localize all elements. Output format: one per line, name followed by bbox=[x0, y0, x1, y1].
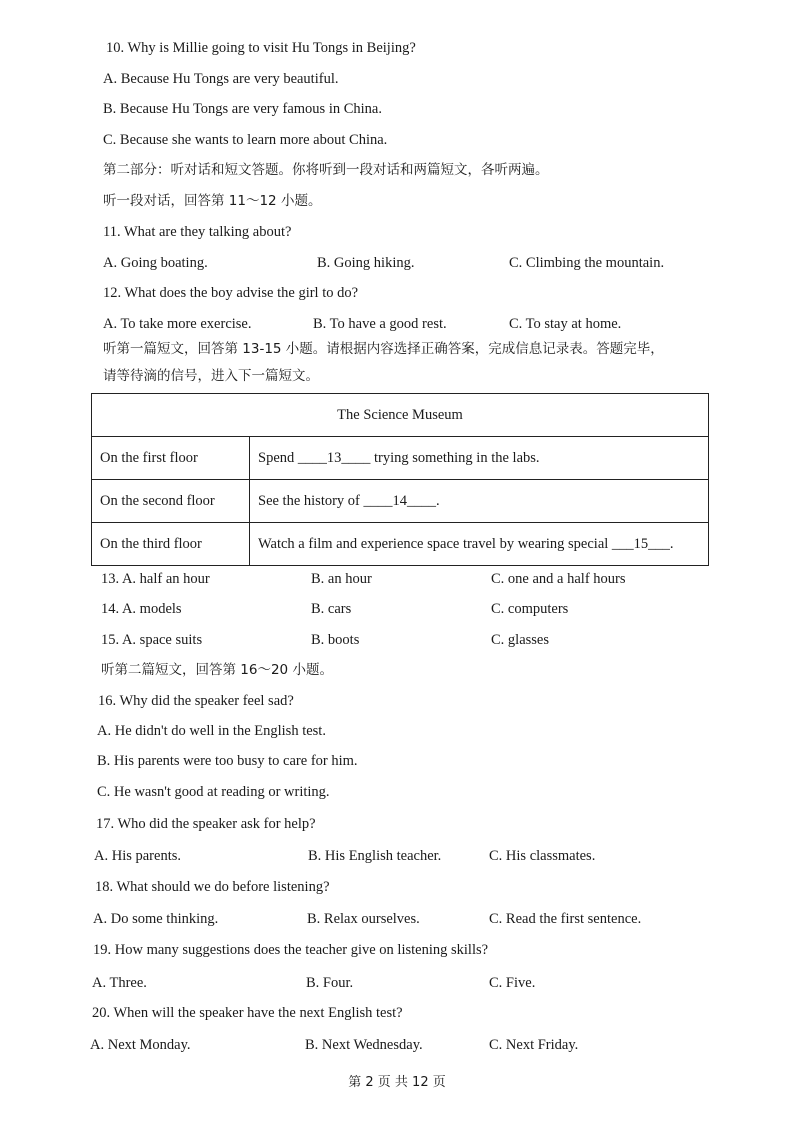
q15-option-a: 15. A. space suits bbox=[101, 632, 203, 648]
table-row bbox=[92, 437, 709, 480]
q10-option-a: A. Because Hu Tongs are very beautiful. bbox=[103, 71, 339, 87]
dialogue-note: 听一段对话，回答第 11～12 小题。 bbox=[103, 193, 322, 209]
q19-option-a: A. Three. bbox=[92, 975, 147, 991]
q14-option-c: C. computers bbox=[491, 601, 569, 617]
q10-option-c: C. Because she wants to learn more about China. bbox=[103, 132, 388, 148]
q20-option-a: A. Next Monday. bbox=[90, 1037, 191, 1053]
question-11: 11. What are they talking about? bbox=[103, 224, 292, 240]
question-16: 16. Why did the speaker feel sad? bbox=[98, 693, 294, 709]
q19-option-c: C. Five. bbox=[489, 975, 536, 991]
info-cell: Watch a film and experience space travel by wearing special ___15___. bbox=[250, 523, 709, 566]
q12-option-a: A. To take more exercise. bbox=[103, 316, 252, 332]
q11-option-b: B. Going hiking. bbox=[317, 255, 415, 271]
q14-option-a: 14. A. models bbox=[101, 601, 182, 617]
q17-option-c: C. His classmates. bbox=[489, 848, 596, 864]
floor-cell: On the first floor bbox=[92, 437, 250, 480]
question-19: 19. How many suggestions does the teacher give on listening skills? bbox=[93, 942, 489, 958]
q20-option-c: C. Next Friday. bbox=[489, 1037, 579, 1053]
q19-option-b: B. Four. bbox=[306, 975, 354, 991]
q12-option-b: B. To have a good rest. bbox=[313, 316, 447, 332]
q13-option-c: C. one and a half hours bbox=[491, 571, 626, 587]
q16-option-c: C. He wasn't good at reading or writing. bbox=[97, 784, 330, 800]
question-12: 12. What does the boy advise the girl to do? bbox=[103, 285, 359, 301]
page-number: 第 2 页 共 12 页 bbox=[348, 1075, 446, 1090]
q13-option-a: 13. A. half an hour bbox=[101, 571, 210, 587]
q13-option-b: B. an hour bbox=[311, 571, 372, 587]
q18-option-c: C. Read the first sentence. bbox=[489, 911, 642, 927]
info-cell: See the history of ____14____. bbox=[250, 480, 709, 523]
q14-option-b: B. cars bbox=[311, 601, 352, 617]
question-18: 18. What should we do before listening? bbox=[95, 879, 330, 895]
q15-option-c: C. glasses bbox=[491, 632, 549, 648]
table-row bbox=[92, 523, 709, 566]
question-17: 17. Who did the speaker ask for help? bbox=[96, 816, 316, 832]
passage1-note-line2: 请等待滴的信号，进入下一篇短文。 bbox=[103, 368, 319, 384]
q16-option-a: A. He didn't do well in the English test. bbox=[97, 723, 326, 739]
science-museum-table bbox=[91, 393, 709, 566]
q17-option-a: A. His parents. bbox=[94, 848, 181, 864]
q10-option-b: B. Because Hu Tongs are very famous in China. bbox=[103, 101, 382, 117]
q18-option-a: A. Do some thinking. bbox=[93, 911, 219, 927]
info-cell: Spend ____13____ trying something in the labs. bbox=[250, 437, 709, 480]
table-row bbox=[92, 480, 709, 523]
question-10: 10. Why is Millie going to visit Hu Tongs in Beijing? bbox=[106, 40, 416, 56]
q11-option-a: A. Going boating. bbox=[103, 255, 208, 271]
q15-option-b: B. boots bbox=[311, 632, 360, 648]
part2-instruction: 第二部分：听对话和短文答题。你将听到一段对话和两篇短文，各听两遍。 bbox=[103, 162, 549, 178]
q20-option-b: B. Next Wednesday. bbox=[305, 1037, 423, 1053]
floor-cell: On the third floor bbox=[92, 523, 250, 566]
passage1-note-line1: 听第一篇短文，回答第 13-15 小题。请根据内容选择正确答案，完成信息记录表。答题完毕， bbox=[103, 341, 664, 357]
passage2-note: 听第二篇短文，回答第 16～20 小题。 bbox=[101, 662, 333, 678]
q12-option-c: C. To stay at home. bbox=[509, 316, 622, 332]
question-20: 20. When will the speaker have the next English test? bbox=[92, 1005, 403, 1021]
table-title: The Science Museum bbox=[92, 394, 709, 437]
q16-option-b: B. His parents were too busy to care for him. bbox=[97, 753, 358, 769]
floor-cell: On the second floor bbox=[92, 480, 250, 523]
q17-option-b: B. His English teacher. bbox=[308, 848, 442, 864]
q18-option-b: B. Relax ourselves. bbox=[307, 911, 420, 927]
table-header-row bbox=[92, 394, 709, 437]
q11-option-c: C. Climbing the mountain. bbox=[509, 255, 665, 271]
